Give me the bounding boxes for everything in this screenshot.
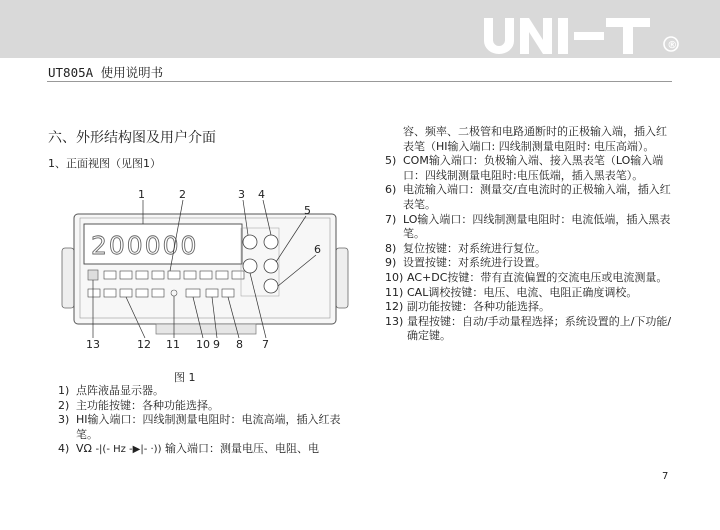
display-reading: 200000 — [91, 231, 199, 260]
callout-13: 13 — [86, 338, 100, 351]
list-item: 7) LO输入端口：四线制测量电阻时：电流低端，插入黑表笔。 — [385, 212, 671, 241]
main-function-keys — [104, 271, 244, 279]
acdc-button — [186, 289, 200, 297]
callout-1: 1 — [138, 188, 145, 201]
power-button — [88, 270, 98, 280]
list-item: 3) HI输入端口：四线制测量电阻时：电流高端，插入红表笔。 — [58, 413, 341, 441]
list-item: 10) AC+DC按键：带有直流偏置的交流电压或电流测量。 — [385, 270, 668, 284]
callout-7: 7 — [262, 338, 269, 351]
reset-button — [222, 289, 234, 297]
volt-ohm-terminal — [264, 235, 278, 249]
list-item: 11) CAL调校按键：电压、电流、电阻正确度调校。 — [385, 285, 638, 299]
list-item: 12) 副功能按键：各种功能选择。 — [385, 300, 550, 314]
panel-foot — [156, 324, 256, 334]
callout-5: 5 — [304, 204, 311, 217]
callout-3: 3 — [238, 188, 245, 201]
subsection-title: 1、正面视图（见图1） — [48, 157, 161, 170]
lo-terminal — [243, 259, 257, 273]
doc-title: UT805A 使用说明书 — [48, 65, 164, 80]
uni-t-logo — [480, 14, 685, 56]
com-terminal — [264, 259, 278, 273]
right-handle — [336, 248, 348, 308]
left-handle — [62, 248, 74, 308]
list-item: 4) VΩ -|(- Hz -▶|- ·)) 输入端口：测量电压、电阻、电 — [58, 442, 319, 456]
header-divider — [47, 81, 672, 82]
callout-9: 9 — [213, 338, 220, 351]
page-number: 7 — [662, 471, 669, 482]
callout-8: 8 — [236, 338, 243, 351]
front-panel-figure — [60, 178, 350, 358]
sub-function-keys — [88, 289, 164, 297]
svg-text:®: ® — [667, 39, 678, 51]
callout-4: 4 — [258, 188, 265, 201]
callout-10: 10 — [196, 338, 210, 351]
callout-6: 6 — [314, 243, 321, 256]
list-item: 8) 复位按键：对系统进行复位。 — [385, 241, 546, 255]
figure-caption: 图 1 — [174, 371, 196, 384]
setup-button — [206, 289, 218, 297]
list-item: 1) 点阵液晶显示器。 — [58, 384, 164, 397]
list-item: 容、频率、二极管和电路通断时的正极输入端，插入红表笔（HI输入端口: 四线制测量电阻时: 电压高端）。 — [403, 125, 667, 153]
feature-list-left — [58, 384, 343, 458]
terminal-symbols: -|(- Hz -▶|- ·)) — [95, 444, 162, 456]
list-item: 5) COM输入端口：负极输入端、接入黑表笔（LO输入端口：四线制测量电阻时:电压低端，插入黑表笔）。 — [385, 154, 664, 182]
section-title: 六、外形结构图及用户介面 — [48, 130, 216, 146]
callout-11: 11 — [166, 338, 180, 351]
callout-2: 2 — [179, 188, 186, 201]
current-terminal — [264, 279, 278, 293]
list-item: 6) 电流输入端口：测量交/直电流时的正极输入端，插入红表笔。 — [385, 183, 671, 211]
feature-list-right — [385, 125, 675, 344]
hi-terminal — [243, 235, 257, 249]
list-item: 13) 量程按键：自动/手动量程选择；系统设置的上/下功能/确定键。 — [385, 314, 672, 343]
callout-12: 12 — [137, 338, 151, 351]
list-item: 2) 主功能按键：各种功能选择。 — [58, 398, 219, 412]
list-item: 9) 设置按键：对系统进行设置。 — [385, 256, 546, 270]
